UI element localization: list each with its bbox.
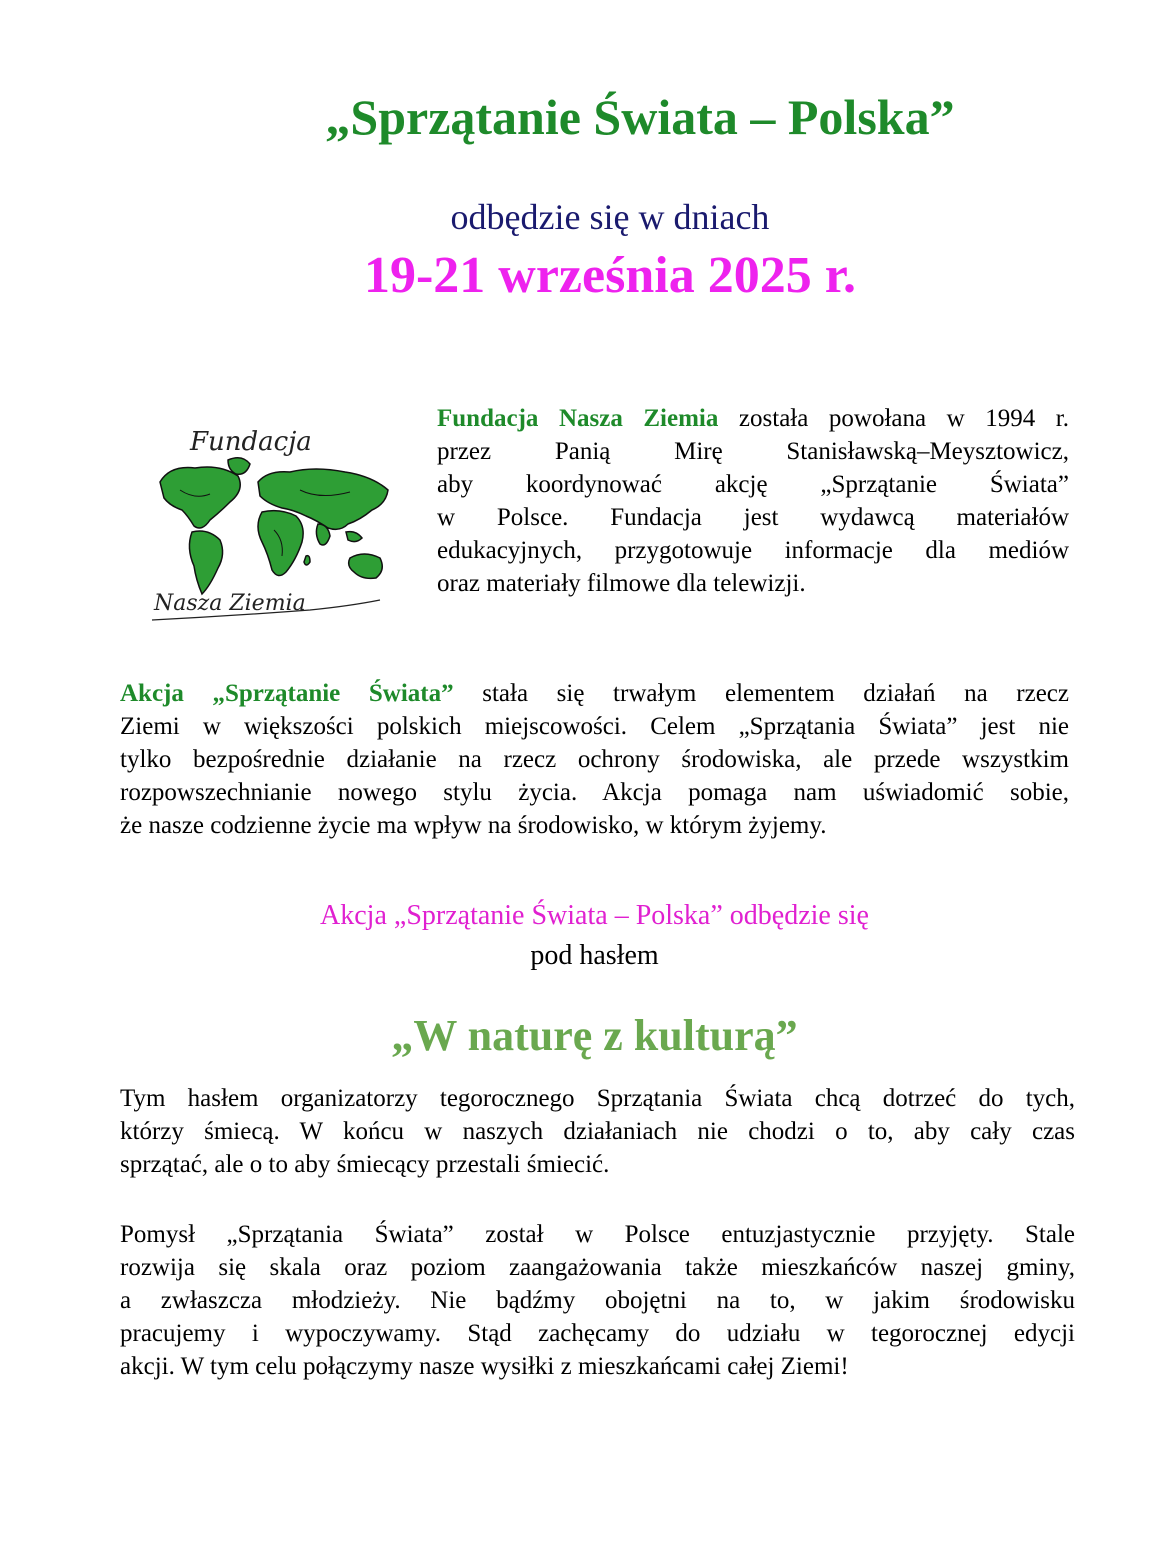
motto-paragraph [120, 1082, 1075, 1181]
foundation-line: przez Panią Mirę Stanisławską–Meysztowicz, [437, 438, 1069, 465]
logo-top-text: Fundacja [190, 427, 312, 457]
action-line [120, 677, 1069, 710]
action-line: Ziemi w większości polskich miejscowości. Celem „Sprzątania Świata” jest nie [120, 713, 1069, 740]
closing-line: Pomysł „Sprzątania Świata” został w Polsce entuzjastycznie przyjęty. Stale [120, 1221, 1075, 1248]
foundation-line: oraz materiały filmowe dla telewizji. [437, 570, 806, 597]
foundation-line: w Polsce. Fundacja jest wydawcą materiałów [437, 504, 1069, 531]
foundation-line: edukacyjnych, przygotowuje informacje dla mediów [437, 537, 1069, 564]
action-paragraph [120, 677, 1069, 842]
motto-intro-2: pod hasłem [530, 940, 659, 971]
closing-paragraph [120, 1218, 1075, 1383]
logo-bottom-text: Nasza Ziemia [154, 591, 306, 616]
foundation-line [437, 402, 1069, 435]
action-line: tylko bezpośrednie działanie na rzecz ochrony środowiska, ale przede wszystkim [120, 746, 1069, 773]
motto-intro: Akcja „Sprzątanie Świata – Polska” odbędzie się [320, 900, 869, 931]
motto-paragraph-line: Tym hasłem organizatorzy tegorocznego Sprzątania Świata chcą dotrzeć do tych, [120, 1085, 1075, 1112]
world-map-icon [160, 458, 388, 594]
action-line: rozpowszechnianie nowego stylu życia. Akcja pomaga nam uświadomić sobie, [120, 779, 1069, 806]
action-lead: Akcja „Sprzątanie Świata” [120, 680, 454, 707]
closing-line: akcji. W tym celu połączymy nasze wysiłki z mieszkańcami całej Ziemi! [120, 1353, 849, 1380]
foundation-line: aby koordynować akcję „Sprzątanie Świata” [437, 471, 1069, 498]
closing-line: pracujemy i wypoczywamy. Stąd zachęcamy do udziału w tegorocznej edycji [120, 1320, 1075, 1347]
motto-text: „W naturę z kulturą” [391, 1011, 798, 1060]
fundacja-nasza-ziemia-logo [150, 420, 395, 635]
foundation-name: Fundacja Nasza Ziemia [437, 405, 719, 432]
action-line-text: stała się trwałym elementem działań na rzecz [453, 680, 1069, 707]
event-subtitle: odbędzie się w dniach [450, 197, 770, 237]
action-line: że nasze codzienne życie ma wpływ na środowisko, w którym żyjemy. [120, 812, 827, 839]
closing-line: rozwija się skala oraz poziom zaangażowania także mieszkańców naszej gminy, [120, 1254, 1075, 1281]
motto-paragraph-line: którzy śmiecą. W końcu w naszych działaniach nie chodzi o to, aby cały czas [120, 1118, 1075, 1145]
page-title: „Sprzątanie Świata – Polska” [325, 89, 955, 145]
motto-paragraph-line: sprzątać, ale o to aby śmiecący przestali śmiecić. [120, 1151, 610, 1178]
foundation-paragraph [437, 402, 1069, 600]
closing-line: a zwłaszcza młodzieży. Nie bądźmy obojętni na to, w jakim środowisku [120, 1287, 1075, 1314]
foundation-line-text: została powołana w 1994 r. [718, 405, 1069, 432]
event-date: 19-21 września 2025 r. [363, 247, 857, 304]
